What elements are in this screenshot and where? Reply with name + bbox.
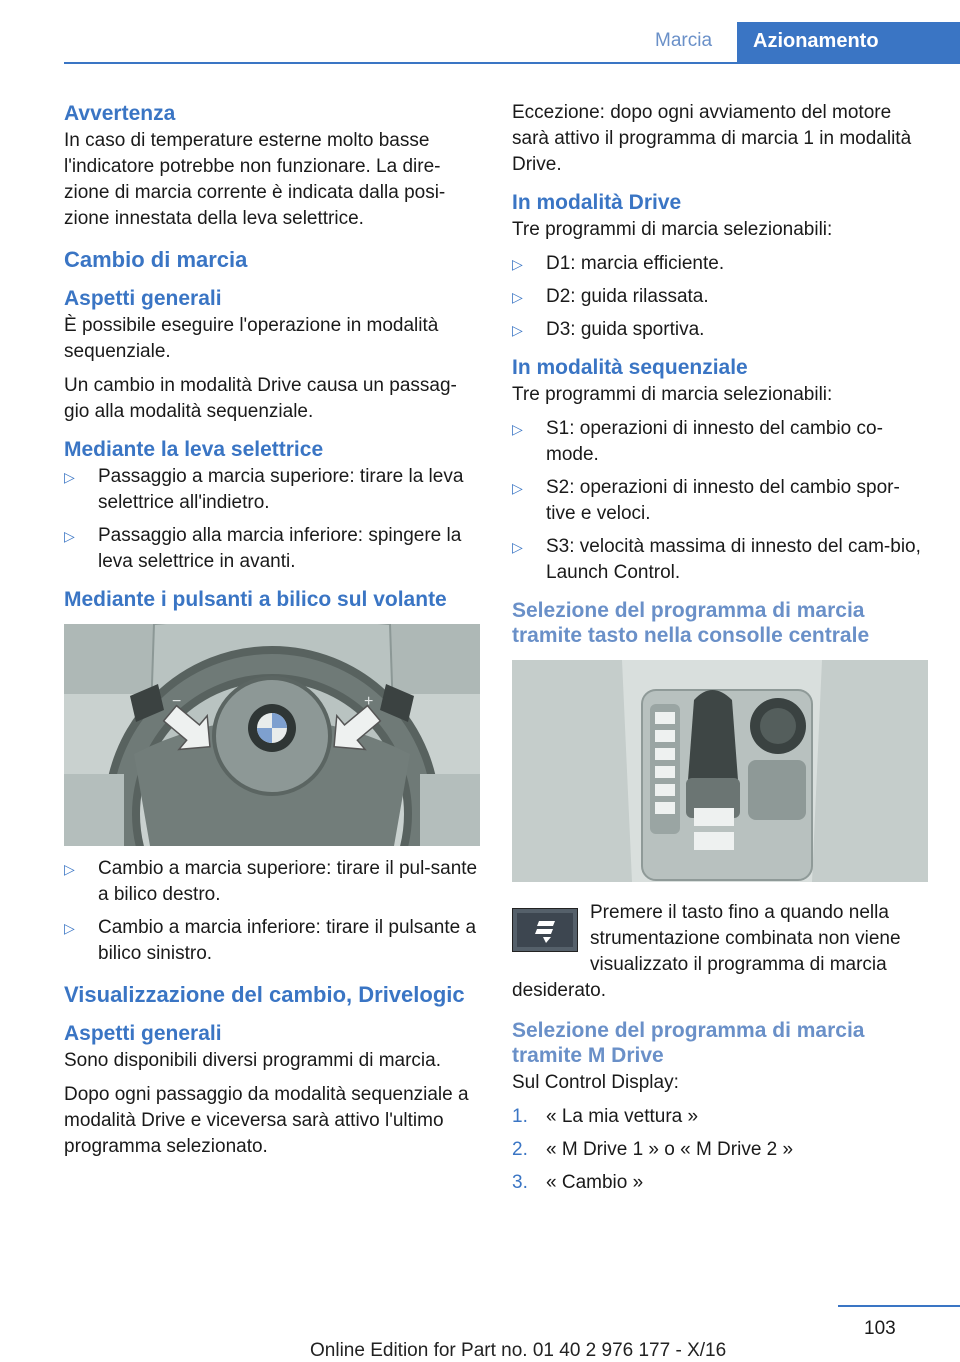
heading-tasto-consolle: Selezione del programma di marcia tramite tasto nella consolle centrale bbox=[512, 599, 870, 647]
svg-text:+: + bbox=[364, 693, 374, 710]
heading-leva: Mediante la leva selettrice bbox=[64, 438, 324, 461]
header-chapter-label: Azionamento bbox=[753, 30, 879, 52]
list-item: ▷ D1: marcia efficiente. bbox=[512, 251, 928, 277]
list-item: 2. « M Drive 1 » o « M Drive 2 » bbox=[512, 1139, 794, 1160]
heading-drive: In modalità Drive bbox=[512, 191, 682, 214]
warning-title: Avvertenza bbox=[64, 102, 176, 125]
paragraph-eccezione: Eccezione: dopo ogni avviamento del motore sarà attivo il programma di marcia 1 in modalità Drive. bbox=[512, 102, 912, 175]
m-drive-steps bbox=[512, 1104, 928, 1196]
triangle-bullet-icon: ▷ bbox=[512, 421, 523, 437]
triangle-bullet-icon: ▷ bbox=[64, 920, 75, 936]
list-item: ▷ S3: velocità massima di innesto del cam-bio, Launch Control. bbox=[512, 536, 921, 583]
paragraph: Dopo ogni passaggio da modalità sequenziale a modalità Drive e viceversa sarà attivo l'ultimo programma selezionato. bbox=[64, 1084, 469, 1157]
triangle-bullet-icon: ▷ bbox=[512, 480, 523, 496]
paragraph: È possibile eseguire l'operazione in modalità sequenziale. bbox=[64, 315, 439, 362]
paragraph: Sono disponibili diversi programmi di marcia. bbox=[64, 1050, 441, 1071]
tasto-instruction bbox=[512, 900, 928, 1004]
drive-list bbox=[512, 251, 928, 343]
left-column bbox=[64, 100, 480, 1168]
seq-list bbox=[512, 416, 928, 586]
triangle-bullet-icon: ▷ bbox=[512, 289, 523, 305]
triangle-bullet-icon: ▷ bbox=[512, 256, 523, 272]
list-item: ▷ Cambio a marcia inferiore: tirare il pulsante a bilico sinistro. bbox=[64, 917, 477, 964]
heading-cambio: Cambio di marcia bbox=[64, 247, 248, 272]
list-item: ▷ S1: operazioni di innesto del cambio co-mode. bbox=[512, 418, 883, 465]
list-item: ▷ S2: operazioni di innesto del cambio spor-tive e veloci. bbox=[512, 477, 900, 524]
heading-aspetti-generali-1: Aspetti generali bbox=[64, 287, 222, 310]
triangle-bullet-icon: ▷ bbox=[64, 528, 75, 544]
heading-sequenziale: In modalità sequenziale bbox=[512, 356, 748, 379]
steering-wheel-image bbox=[64, 624, 480, 846]
footer-edition: Online Edition for Part no. 01 40 2 976 177 - X/16 bbox=[310, 1340, 727, 1361]
list-item: 3. « Cambio » bbox=[512, 1172, 644, 1193]
list-item: ▷ Passaggio alla marcia inferiore: spingere la leva selettrice in avanti. bbox=[64, 525, 462, 572]
warning-text: In caso di temperature esterne molto basse l'indicatore potrebbe non funzionare. La dire-zione di marcia corrente è indicata dalla posi-zione innestata della leva selettrice. bbox=[64, 130, 446, 229]
pulsanti-list bbox=[64, 856, 480, 967]
center-console-image bbox=[512, 660, 928, 882]
svg-text:−: − bbox=[172, 693, 182, 710]
right-column bbox=[512, 100, 928, 1204]
list-item: ▷ Cambio a marcia superiore: tirare il pul-sante a bilico destro. bbox=[64, 858, 478, 905]
paragraph: Un cambio in modalità Drive causa un passag-gio alla modalità sequenziale. bbox=[64, 375, 457, 422]
heading-visualizzazione: Visualizzazione del cambio, Drivelogic bbox=[64, 982, 465, 1007]
tasto-paragraph: Premere il tasto fino a quando nella strumentazione combinata non viene visualizzato il programma di marcia desiderato. bbox=[512, 902, 901, 1001]
list-item: ▷ D3: guida sportiva. bbox=[512, 317, 928, 343]
triangle-bullet-icon: ▷ bbox=[512, 539, 523, 555]
heading-pulsanti: Mediante i pulsanti a bilico sul volante bbox=[64, 588, 447, 611]
paragraph: Tre programmi di marcia selezionabili: bbox=[512, 384, 833, 405]
drive-mode-button-icon bbox=[512, 908, 578, 952]
triangle-bullet-icon: ▷ bbox=[64, 469, 75, 485]
paragraph: Tre programmi di marcia selezionabili: bbox=[512, 219, 833, 240]
heading-m-drive: Selezione del programma di marcia tramite M Drive bbox=[512, 1019, 865, 1067]
page-number: 103 bbox=[864, 1318, 896, 1339]
list-item: ▷ D2: guida rilassata. bbox=[512, 284, 928, 310]
header-chapter-tab bbox=[737, 22, 960, 64]
triangle-bullet-icon: ▷ bbox=[64, 861, 75, 877]
heading-aspetti-generali-2: Aspetti generali bbox=[64, 1022, 222, 1045]
leva-list bbox=[64, 464, 480, 575]
list-item: 1. « La mia vettura » bbox=[512, 1106, 699, 1127]
triangle-bullet-icon: ▷ bbox=[512, 322, 523, 338]
paragraph: Sul Control Display: bbox=[512, 1072, 679, 1093]
footer-rule bbox=[838, 1305, 960, 1307]
header-rule bbox=[64, 62, 960, 64]
list-item: ▷ Passaggio a marcia superiore: tirare la leva selettrice all'indietro. bbox=[64, 466, 464, 513]
header-section-label: Marcia bbox=[655, 30, 713, 51]
